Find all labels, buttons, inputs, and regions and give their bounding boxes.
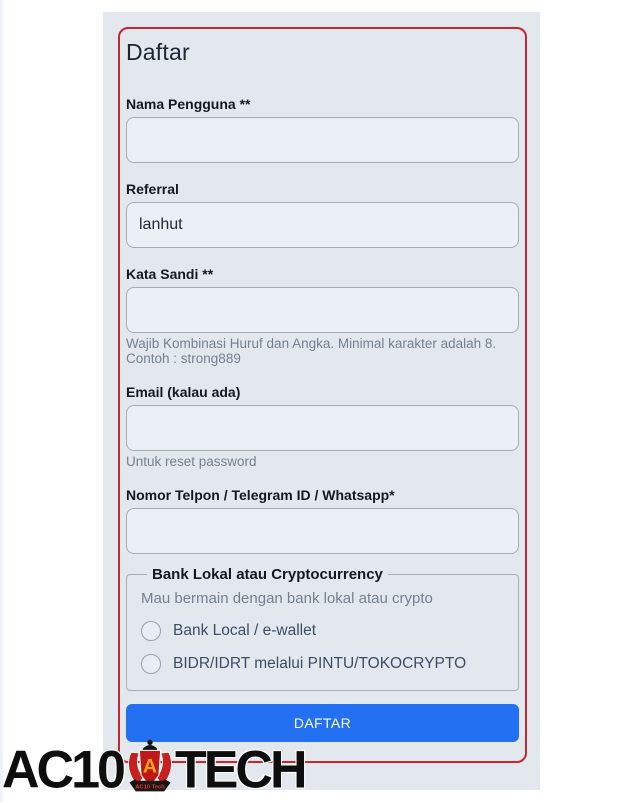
email-helper xyxy=(126,454,519,469)
logo-text-tech: TECH xyxy=(174,740,305,800)
email-input[interactable] xyxy=(126,405,519,451)
content-panel xyxy=(103,12,540,790)
radio-circle-crypto[interactable] xyxy=(141,654,161,674)
username-label: Nama Pengguna ** xyxy=(126,96,251,112)
bank-type-legend: Bank Lokal atau Cryptocurrency xyxy=(152,566,383,583)
referral-input[interactable] xyxy=(126,202,519,248)
radio-circle-bank-local[interactable] xyxy=(141,621,161,641)
username-input[interactable] xyxy=(126,117,519,163)
email-helper-line1: Untuk reset password xyxy=(126,454,257,469)
ac10tech-logo xyxy=(2,737,305,803)
password-helper xyxy=(126,336,519,366)
field-group-password xyxy=(126,266,519,366)
referral-label: Referral xyxy=(126,181,179,197)
password-input[interactable] xyxy=(126,287,519,333)
shield-letter: A xyxy=(142,755,158,778)
phone-label: Nomor Telpon / Telegram ID / Whatsapp* xyxy=(126,487,395,503)
field-group-referral xyxy=(126,181,519,248)
field-group-email xyxy=(126,384,519,469)
field-group-phone xyxy=(126,487,519,554)
shield-banner-text: AC10 Tech xyxy=(135,784,165,791)
shield-crest-icon xyxy=(123,737,177,803)
password-helper-line2: Contoh : strong889 xyxy=(126,351,241,366)
bank-type-fieldset xyxy=(126,566,519,691)
radio-option-crypto[interactable] xyxy=(141,654,504,674)
radio-option-bank-local[interactable] xyxy=(141,621,504,641)
page-title: Daftar xyxy=(126,39,190,65)
field-group-username xyxy=(126,96,519,163)
bank-type-description: Mau bermain dengan bank lokal atau crypto xyxy=(141,590,433,607)
page-left-edge xyxy=(0,0,3,802)
daftar-submit-button[interactable]: DAFTAR xyxy=(126,704,519,742)
register-card xyxy=(118,27,527,763)
password-helper-line1: Wajib Kombinasi Huruf dan Angka. Minimal karakter adalah 8. xyxy=(126,336,497,351)
radio-label-bank-local: Bank Local / e-wallet xyxy=(173,622,317,639)
logo-text-ac10: AC10 xyxy=(2,740,123,800)
radio-label-crypto: BIDR/IDRT melalui PINTU/TOKOCRYPTO xyxy=(173,655,467,672)
email-label: Email (kalau ada) xyxy=(126,384,241,400)
phone-input[interactable] xyxy=(126,508,519,554)
password-label: Kata Sandi ** xyxy=(126,266,214,282)
